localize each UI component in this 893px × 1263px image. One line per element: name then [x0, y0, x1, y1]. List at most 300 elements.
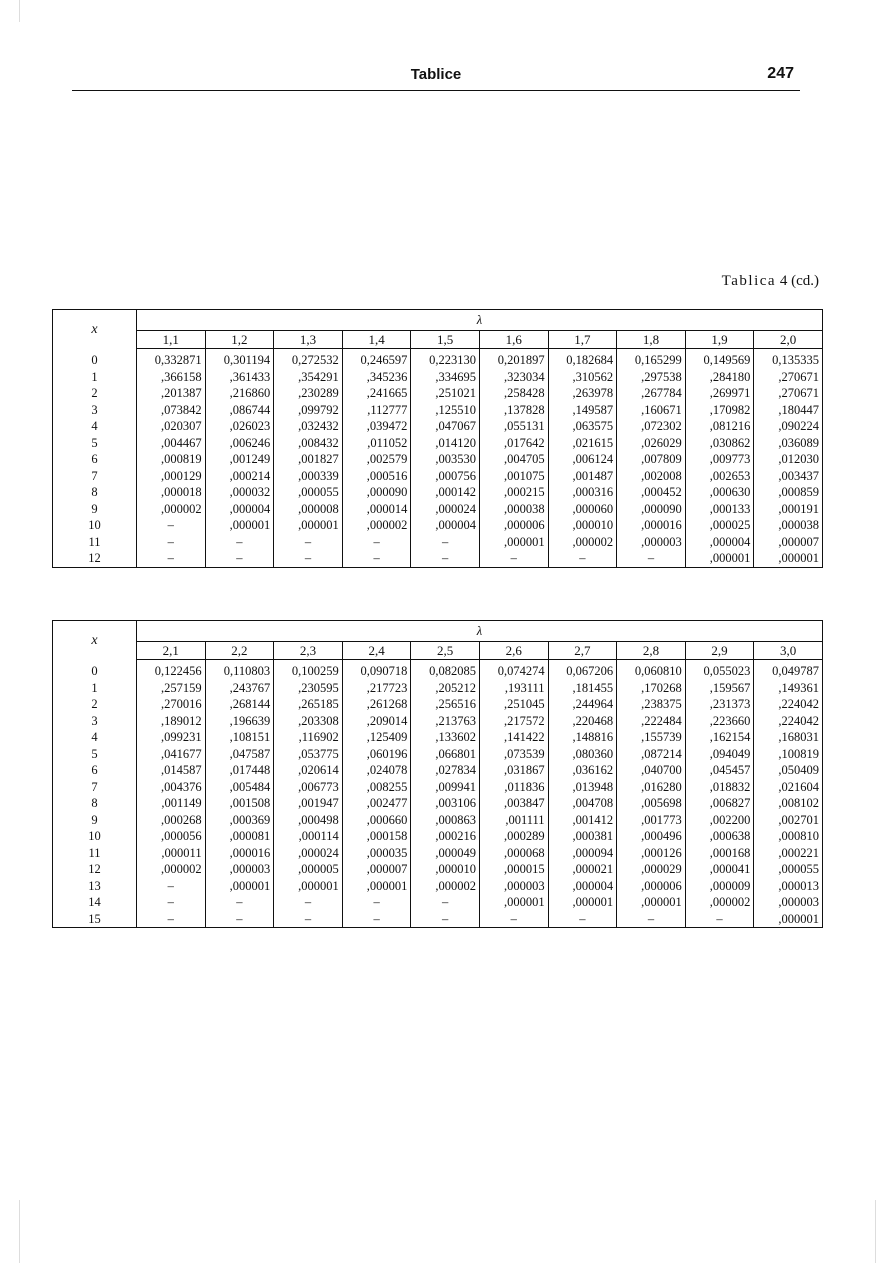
probability-cell: –	[137, 550, 206, 567]
probability-cell: ,000001	[274, 878, 343, 895]
probability-cell: ,073539	[479, 746, 548, 763]
header-title: Tablice	[410, 66, 462, 83]
probability-cell: ,000021	[548, 861, 617, 878]
lambda-column-header: 2,9	[685, 642, 754, 660]
probability-cell: ,000060	[548, 501, 617, 518]
probability-cell: ,230595	[274, 680, 343, 697]
probability-cell: 0,067206	[548, 660, 617, 680]
probability-cell: ,000025	[685, 517, 754, 534]
x-value-cell: 2	[91, 386, 98, 400]
probability-cell: ,031867	[479, 762, 548, 779]
probability-cell: ,000090	[342, 484, 411, 501]
probability-cell: ,267784	[617, 385, 686, 402]
probability-cell: ,000002	[411, 878, 480, 895]
probability-cell: –	[617, 911, 686, 928]
probability-cell: ,006124	[548, 451, 617, 468]
table-row	[53, 385, 823, 402]
probability-cell: ,000090	[617, 501, 686, 518]
probability-cell: ,310562	[548, 369, 617, 386]
probability-cell: ,003106	[411, 795, 480, 812]
probability-cell: ,000009	[685, 878, 754, 895]
probability-cell: ,036162	[548, 762, 617, 779]
probability-cell: ,000133	[685, 501, 754, 518]
probability-cell: ,066801	[411, 746, 480, 763]
probability-cell: –	[137, 911, 206, 928]
probability-cell: ,099792	[274, 402, 343, 419]
probability-cell: –	[342, 894, 411, 911]
probability-cell: ,137828	[479, 402, 548, 419]
probability-cell: ,000004	[548, 878, 617, 895]
probability-cell: ,354291	[274, 369, 343, 386]
probability-cell: ,040700	[617, 762, 686, 779]
probability-cell: ,155739	[617, 729, 686, 746]
probability-cell: ,000041	[685, 861, 754, 878]
table-row	[53, 418, 823, 435]
probability-cell: ,270016	[137, 696, 206, 713]
probability-cell: ,000004	[411, 517, 480, 534]
probability-cell: ,001111	[479, 812, 548, 829]
probability-cell: ,003437	[754, 468, 823, 485]
probability-cell: ,020614	[274, 762, 343, 779]
probability-cell: ,000516	[342, 468, 411, 485]
probability-cell: –	[342, 911, 411, 928]
x-value-cell: 7	[91, 779, 98, 794]
probability-cell: ,241665	[342, 385, 411, 402]
probability-cell: 0,110803	[205, 660, 274, 680]
x-value-cell: 8	[91, 485, 98, 499]
probability-cell: ,213763	[411, 713, 480, 730]
probability-cell: ,000007	[342, 861, 411, 878]
probability-cell: ,244964	[548, 696, 617, 713]
probability-cell: ,000168	[685, 845, 754, 862]
probability-cell: ,000630	[685, 484, 754, 501]
table-row	[53, 845, 823, 862]
probability-cell: ,000014	[342, 501, 411, 518]
probability-cell: ,000001	[342, 878, 411, 895]
probability-cell: ,170268	[617, 680, 686, 697]
probability-cell: ,000002	[137, 861, 206, 878]
lambda-column-header: 2,5	[411, 642, 480, 660]
probability-cell: ,001827	[274, 451, 343, 468]
probability-cell: ,265185	[274, 696, 343, 713]
probability-cell: 0,201897	[479, 349, 548, 369]
table-row	[53, 550, 823, 567]
probability-cell: ,000863	[411, 812, 480, 829]
table-row	[53, 812, 823, 829]
probability-cell: ,001947	[274, 795, 343, 812]
probability-cell: ,004708	[548, 795, 617, 812]
probability-cell: ,000003	[617, 534, 686, 551]
probability-cell: ,000001	[274, 517, 343, 534]
probability-cell: ,000191	[754, 501, 823, 518]
lambda-header: λ	[137, 310, 823, 331]
probability-cell: ,011052	[342, 435, 411, 452]
x-header-label: x	[91, 632, 98, 648]
probability-cell: ,193111	[479, 680, 548, 697]
lambda-column-header: 1,9	[685, 331, 754, 349]
probability-cell: ,108151	[205, 729, 274, 746]
probability-cell: –	[274, 911, 343, 928]
probability-cell: ,001412	[548, 812, 617, 829]
probability-cell: ,008102	[754, 795, 823, 812]
probability-cell: ,000819	[137, 451, 206, 468]
scan-edge-mark	[19, 1200, 20, 1263]
probability-cell: ,050409	[754, 762, 823, 779]
x-value-cell: 8	[91, 796, 98, 810]
probability-cell: ,223660	[685, 713, 754, 730]
probability-cell: ,000001	[205, 517, 274, 534]
probability-cell: ,087214	[617, 746, 686, 763]
probability-cell: ,000496	[617, 828, 686, 845]
probability-cell: 0,272532	[274, 349, 343, 369]
probability-cell: ,345236	[342, 369, 411, 386]
lambda-column-header: 1,4	[342, 331, 411, 349]
probability-cell: 0,122456	[137, 660, 206, 680]
lambda-column-header: 1,3	[274, 331, 343, 349]
probability-cell: ,000055	[754, 861, 823, 878]
probability-cell: ,000268	[137, 812, 206, 829]
probability-cell: ,020307	[137, 418, 206, 435]
probability-cell: ,009773	[685, 451, 754, 468]
probability-cell: 0,149569	[685, 349, 754, 369]
table-row	[53, 451, 823, 468]
probability-cell: ,000369	[205, 812, 274, 829]
probability-cell: ,181455	[548, 680, 617, 697]
probability-cell: ,000001	[548, 894, 617, 911]
probability-cell: ,000859	[754, 484, 823, 501]
probability-cell: –	[137, 534, 206, 551]
probability-cell: ,000024	[274, 845, 343, 862]
probability-cell: ,133602	[411, 729, 480, 746]
probability-cell: ,000810	[754, 828, 823, 845]
probability-cell: ,000142	[411, 484, 480, 501]
probability-cell: ,159567	[685, 680, 754, 697]
x-value-cell: 6	[91, 452, 98, 466]
probability-cell: ,217723	[342, 680, 411, 697]
probability-cell: ,000001	[685, 550, 754, 567]
probability-cell: 0,135335	[754, 349, 823, 369]
probability-cell: ,036089	[754, 435, 823, 452]
lambda-column-header: 1,7	[548, 331, 617, 349]
lambda-column-header: 1,2	[205, 331, 274, 349]
probability-cell: –	[411, 894, 480, 911]
probability-cell: –	[342, 534, 411, 551]
probability-cell: –	[205, 894, 274, 911]
probability-cell: ,003530	[411, 451, 480, 468]
x-value-cell: 13	[88, 878, 101, 893]
probability-cell: –	[548, 550, 617, 567]
probability-cell: ,002579	[342, 451, 411, 468]
probability-cell: ,002200	[685, 812, 754, 829]
probability-cell: ,112777	[342, 402, 411, 419]
probability-cell: ,269971	[685, 385, 754, 402]
x-value-cell: 5	[91, 435, 98, 450]
lambda-column-header: 2,2	[205, 642, 274, 660]
probability-cell: ,000002	[342, 517, 411, 534]
probability-cell: ,000756	[411, 468, 480, 485]
probability-cell: ,014120	[411, 435, 480, 452]
probability-cell: ,297538	[617, 369, 686, 386]
probability-cell: ,000001	[479, 534, 548, 551]
probability-cell: 0,082085	[411, 660, 480, 680]
probability-cell: ,002008	[617, 468, 686, 485]
probability-cell: ,021604	[754, 779, 823, 796]
probability-cell: ,000007	[754, 534, 823, 551]
probability-cell: ,205212	[411, 680, 480, 697]
probability-cell: ,224042	[754, 696, 823, 713]
probability-cell: ,011836	[479, 779, 548, 796]
probability-cell: ,000216	[411, 828, 480, 845]
x-value-cell: 7	[91, 468, 98, 483]
probability-cell: ,000339	[274, 468, 343, 485]
probability-cell: ,005698	[617, 795, 686, 812]
probability-cell: ,000056	[137, 828, 206, 845]
x-value-cell: 4	[91, 730, 98, 744]
scan-edge-mark	[19, 0, 20, 22]
probability-cell: ,270671	[754, 385, 823, 402]
probability-cell: ,047067	[411, 418, 480, 435]
lambda-header-row	[53, 621, 823, 642]
probability-cell: ,004467	[137, 435, 206, 452]
probability-cell: ,014587	[137, 762, 206, 779]
x-value-cell: 11	[88, 534, 101, 549]
table-row	[53, 534, 823, 551]
probability-cell: ,196639	[205, 713, 274, 730]
probability-cell: ,000001	[754, 550, 823, 567]
probability-cell: ,000006	[479, 517, 548, 534]
x-value-cell: 5	[91, 746, 98, 761]
table-row	[53, 660, 823, 680]
probability-cell: ,162154	[685, 729, 754, 746]
table-row	[53, 894, 823, 911]
probability-cell: ,000081	[205, 828, 274, 845]
probability-cell: 0,055023	[685, 660, 754, 680]
probability-cell: ,007809	[617, 451, 686, 468]
probability-cell: ,001508	[205, 795, 274, 812]
probability-cell: ,000055	[274, 484, 343, 501]
probability-cell: ,230289	[274, 385, 343, 402]
probability-cell: ,017448	[205, 762, 274, 779]
probability-cell: ,000068	[479, 845, 548, 862]
table-row	[53, 484, 823, 501]
probability-cell: –	[479, 911, 548, 928]
probability-cell: ,220468	[548, 713, 617, 730]
table-row	[53, 878, 823, 895]
x-value-cell: 6	[91, 763, 98, 777]
probability-cell: ,000129	[137, 468, 206, 485]
table-row	[53, 828, 823, 845]
x-value-cell: 9	[91, 812, 98, 827]
caption-prefix: Tablica	[721, 273, 777, 289]
probability-cell: ,021615	[548, 435, 617, 452]
probability-cell: ,000015	[479, 861, 548, 878]
probability-cell: ,000024	[411, 501, 480, 518]
x-value-cell: 3	[91, 713, 98, 728]
probability-cell: ,238375	[617, 696, 686, 713]
x-value-cell: 0	[91, 663, 98, 678]
probability-cell: ,081216	[685, 418, 754, 435]
poisson-table-2	[52, 620, 823, 928]
lambda-column-header: 2,7	[548, 642, 617, 660]
probability-cell: ,018832	[685, 779, 754, 796]
probability-cell: –	[479, 550, 548, 567]
table-row	[53, 779, 823, 796]
x-value-cell: 3	[91, 402, 98, 417]
probability-cell: –	[274, 550, 343, 567]
probability-cell: ,000660	[342, 812, 411, 829]
probability-cell: ,000498	[274, 812, 343, 829]
probability-cell: ,000158	[342, 828, 411, 845]
lambda-column-header: 1,6	[479, 331, 548, 349]
probability-cell: ,257159	[137, 680, 206, 697]
probability-cell: ,000001	[479, 894, 548, 911]
probability-cell: ,209014	[342, 713, 411, 730]
probability-cell: ,053775	[274, 746, 343, 763]
probability-cell: ,001487	[548, 468, 617, 485]
probability-cell: –	[411, 550, 480, 567]
probability-cell: ,148816	[548, 729, 617, 746]
probability-cell: ,006827	[685, 795, 754, 812]
probability-cell: ,323034	[479, 369, 548, 386]
table-row	[53, 402, 823, 419]
probability-cell: ,170982	[685, 402, 754, 419]
lambda-column-header: 2,3	[274, 642, 343, 660]
probability-cell: 0,165299	[617, 349, 686, 369]
probability-cell: ,000005	[274, 861, 343, 878]
probability-cell: 0,301194	[205, 349, 274, 369]
probability-cell: ,055131	[479, 418, 548, 435]
running-header	[72, 64, 800, 91]
probability-cell: ,251021	[411, 385, 480, 402]
x-value-cell: 15	[88, 911, 101, 926]
probability-cell: ,000316	[548, 484, 617, 501]
probability-cell: ,002653	[685, 468, 754, 485]
probability-cell: ,000049	[411, 845, 480, 862]
probability-cell: ,027834	[411, 762, 480, 779]
lambda-column-header: 2,6	[479, 642, 548, 660]
table-row	[53, 911, 823, 928]
column-header-row	[53, 642, 823, 660]
probability-cell: ,073842	[137, 402, 206, 419]
probability-cell: ,141422	[479, 729, 548, 746]
probability-cell: ,099231	[137, 729, 206, 746]
probability-cell: ,231373	[685, 696, 754, 713]
probability-cell: ,006246	[205, 435, 274, 452]
probability-cell: ,017642	[479, 435, 548, 452]
probability-cell: –	[205, 550, 274, 567]
lambda-column-header: 1,5	[411, 331, 480, 349]
probability-cell: ,016280	[617, 779, 686, 796]
probability-cell: ,000221	[754, 845, 823, 862]
probability-cell: ,000004	[685, 534, 754, 551]
probability-cell: ,090224	[754, 418, 823, 435]
probability-cell: –	[137, 517, 206, 534]
probability-cell: ,116902	[274, 729, 343, 746]
probability-cell: ,002701	[754, 812, 823, 829]
probability-cell: ,000001	[205, 878, 274, 895]
table-row	[53, 680, 823, 697]
probability-cell: ,216860	[205, 385, 274, 402]
probability-cell: ,063575	[548, 418, 617, 435]
x-header	[53, 310, 137, 349]
probability-cell: ,026023	[205, 418, 274, 435]
probability-cell: ,000013	[754, 878, 823, 895]
probability-cell: 0,060810	[617, 660, 686, 680]
probability-cell: –	[137, 878, 206, 895]
probability-cell: ,201387	[137, 385, 206, 402]
x-value-cell: 2	[91, 697, 98, 711]
probability-cell: ,000004	[205, 501, 274, 518]
probability-cell: ,222484	[617, 713, 686, 730]
probability-cell: ,261268	[342, 696, 411, 713]
probability-cell: ,000003	[205, 861, 274, 878]
table-row	[53, 861, 823, 878]
table-row	[53, 435, 823, 452]
x-value-cell: 1	[91, 680, 98, 695]
probability-cell: ,039472	[342, 418, 411, 435]
probability-cell: ,004705	[479, 451, 548, 468]
probability-cell: ,000289	[479, 828, 548, 845]
probability-cell: ,002477	[342, 795, 411, 812]
probability-cell: ,000016	[205, 845, 274, 862]
probability-cell: ,006773	[274, 779, 343, 796]
probability-cell: 0,223130	[411, 349, 480, 369]
probability-cell: ,045457	[685, 762, 754, 779]
probability-cell: –	[274, 534, 343, 551]
probability-cell: ,000032	[205, 484, 274, 501]
probability-cell: ,000002	[137, 501, 206, 518]
probability-cell: 0,332871	[137, 349, 206, 369]
probability-cell: ,009941	[411, 779, 480, 796]
lambda-column-header: 2,1	[137, 642, 206, 660]
probability-cell: 0,074274	[479, 660, 548, 680]
probability-cell: ,203308	[274, 713, 343, 730]
probability-cell: ,000001	[617, 894, 686, 911]
table-row	[53, 468, 823, 485]
probability-cell: –	[685, 911, 754, 928]
probability-cell: ,334695	[411, 369, 480, 386]
probability-cell: ,001773	[617, 812, 686, 829]
probability-cell: ,000008	[274, 501, 343, 518]
probability-cell: –	[342, 550, 411, 567]
probability-cell: 0,246597	[342, 349, 411, 369]
probability-cell: ,217572	[479, 713, 548, 730]
x-value-cell: 14	[88, 895, 101, 909]
probability-cell: ,001249	[205, 451, 274, 468]
probability-cell: ,268144	[205, 696, 274, 713]
table-row	[53, 517, 823, 534]
lambda-column-header: 1,8	[617, 331, 686, 349]
probability-cell: ,125409	[342, 729, 411, 746]
probability-cell: ,125510	[411, 402, 480, 419]
probability-cell: ,000452	[617, 484, 686, 501]
x-value-cell: 10	[88, 518, 101, 532]
probability-cell: –	[411, 911, 480, 928]
column-header-row	[53, 331, 823, 349]
x-value-cell: 12	[88, 551, 101, 565]
poisson-table-1	[52, 309, 823, 568]
probability-cell: ,000214	[205, 468, 274, 485]
probability-cell: ,086744	[205, 402, 274, 419]
probability-cell: ,168031	[754, 729, 823, 746]
probability-cell: 0,100259	[274, 660, 343, 680]
probability-cell: ,072302	[617, 418, 686, 435]
probability-cell: –	[205, 534, 274, 551]
probability-cell: ,149361	[754, 680, 823, 697]
scan-edge-mark	[875, 1200, 876, 1263]
lambda-header-row	[53, 310, 823, 331]
probability-cell: ,263978	[548, 385, 617, 402]
